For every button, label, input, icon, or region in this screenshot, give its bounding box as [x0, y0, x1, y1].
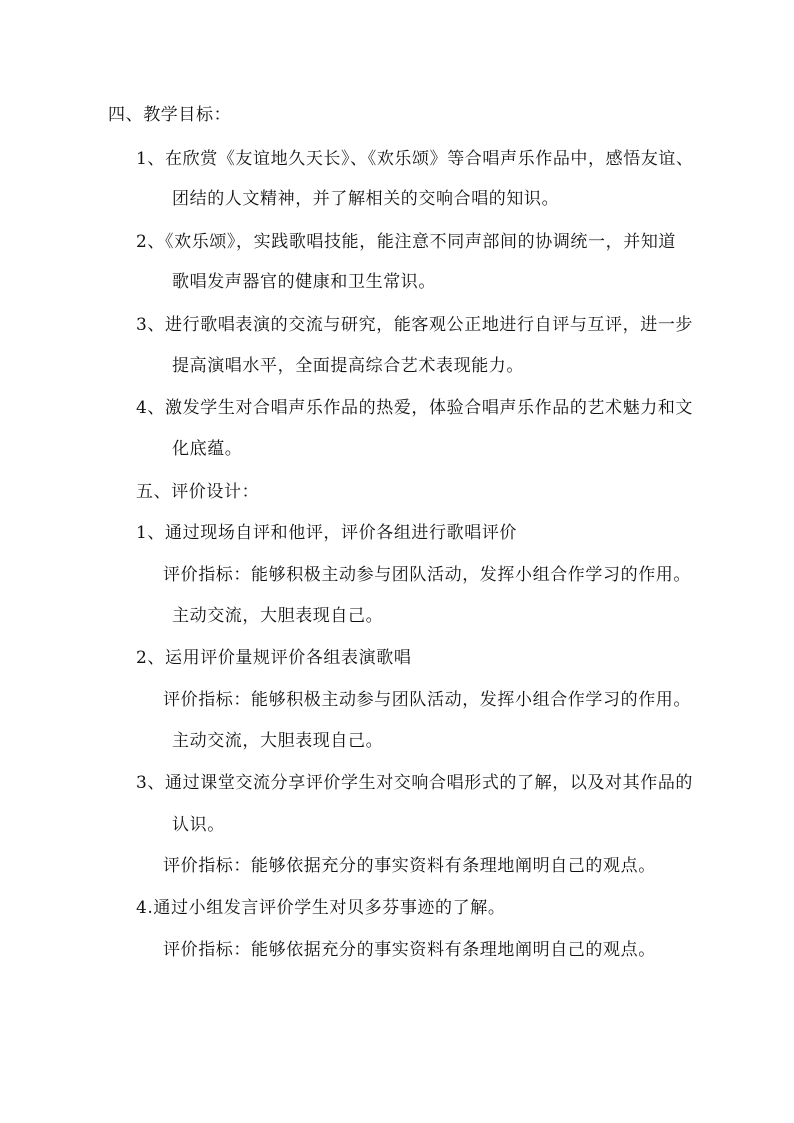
evaluation-3-title-cont: 认识。 [172, 815, 225, 835]
objective-2-line-2: 歌唱发声器官的健康和卫生常识。 [172, 272, 436, 292]
evaluation-4-title: 4.通过小组发言评价学生对贝多芬事迹的了解。 [136, 898, 506, 918]
objective-4-line-1: 4、激发学生对合唱声乐作品的热爱，体验合唱声乐作品的艺术魅力和文 [136, 398, 694, 418]
objective-2-line-1: 2、《欢乐颂》，实践歌唱技能，能注意不同声部间的协调统一，并知道 [136, 232, 677, 252]
objective-3-line-2: 提高演唱水平，全面提高综合艺术表现能力。 [172, 356, 524, 376]
evaluation-1-indicator-cont: 主动交流，大胆表现自己。 [172, 606, 384, 626]
section-4-heading: 四、教学目标： [108, 105, 232, 125]
evaluation-3-title: 3、通过课堂交流分享评价学生对交响合唱形式的了解，以及对其作品的 [136, 773, 694, 793]
evaluation-1-indicator: 评价指标：能够积极主动参与团队活动，发挥小组合作学习的作用。 [163, 565, 691, 585]
objective-1-line-1: 1、在欣赏《友谊地久天长》、《欢乐颂》等合唱声乐作品中，感悟友谊、 [136, 149, 694, 169]
objective-3-line-1: 3、进行歌唱表演的交流与研究，能客观公正地进行自评与互评，进一步 [136, 315, 694, 335]
evaluation-1-title: 1、通过现场自评和他评，评价各组进行歌唱评价 [136, 523, 518, 543]
objective-1-line-2: 团结的人文精神，并了解相关的交响合唱的知识。 [172, 189, 560, 209]
section-5-heading: 五、评价设计： [136, 482, 260, 502]
evaluation-3-indicator: 评价指标：能够依据充分的事实资料有条理地阐明自己的观点。 [163, 856, 656, 876]
evaluation-2-title: 2、运用评价量规评价各组表演歌唱 [136, 648, 412, 668]
evaluation-2-indicator: 评价指标：能够积极主动参与团队活动，发挥小组合作学习的作用。 [163, 690, 691, 710]
objective-4-line-2: 化底蕴。 [172, 439, 243, 459]
evaluation-2-indicator-cont: 主动交流，大胆表现自己。 [172, 731, 384, 751]
evaluation-4-indicator: 评价指标：能够依据充分的事实资料有条理地阐明自己的观点。 [163, 940, 656, 960]
